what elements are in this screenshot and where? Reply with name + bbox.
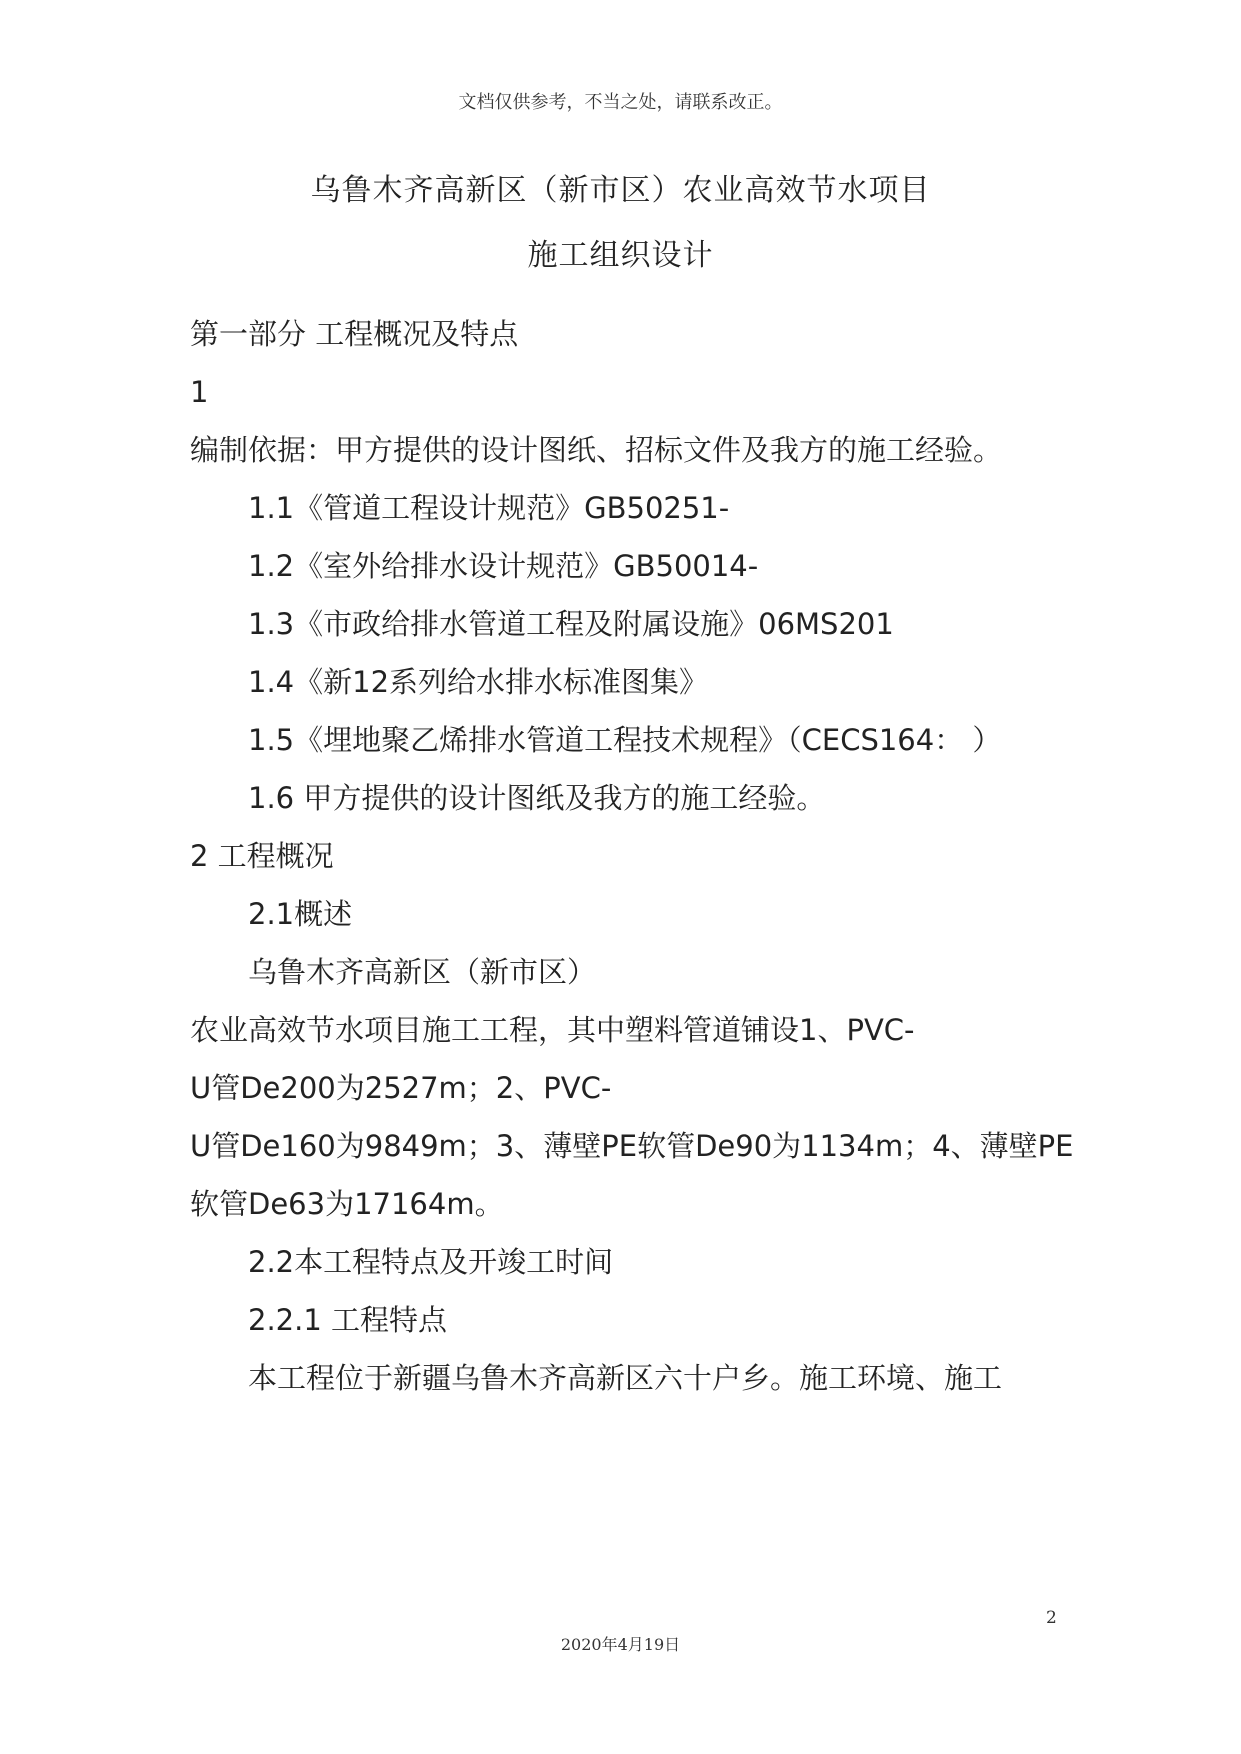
basis-item: 1.3《市政给排水管道工程及附属设施》06MS201 [248, 607, 894, 641]
page-number: 2 [1046, 1608, 1057, 1628]
part-heading: 第一部分 工程概况及特点 [190, 317, 519, 351]
overview-line: 软管De63为17164m。 [190, 1187, 504, 1221]
basis-item: 1.2《室外给排水设计规范》GB50014- [248, 549, 759, 583]
basis-item: 1.4《新12系列给水排水标准图集》 [248, 665, 709, 699]
footer-date: 2020年4月19日 [560, 1635, 681, 1654]
overview-line: U管De160为9849m；3、薄壁PE软管De90为1134m；4、薄壁PE [190, 1129, 1074, 1163]
section-number: 1 [190, 375, 209, 409]
feature-paragraph: 本工程位于新疆乌鲁木齐高新区六十户乡。施工环境、施工 [248, 1361, 1003, 1395]
basis-paragraph: 编制依据：甲方提供的设计图纸、招标文件及我方的施工经验。 [190, 433, 1003, 467]
subsection-heading: 2.2本工程特点及开竣工时间 [248, 1245, 614, 1279]
overview-line: 农业高效节水项目施工工程，其中塑料管道铺设1、PVC- [190, 1013, 915, 1047]
subsection-heading: 2.2.1 工程特点 [248, 1303, 448, 1337]
basis-item: 1.5《埋地聚乙烯排水管道工程技术规程》（CECS164： ） [248, 723, 1002, 757]
document-title: 乌鲁木齐高新区（新市区）农业高效节水项目 [310, 173, 931, 208]
section-heading: 2 工程概况 [190, 839, 334, 873]
header-note: 文档仅供参考，不当之处，请联系改正。 [458, 92, 783, 113]
overview-line: U管De200为2527m；2、PVC- [190, 1071, 612, 1105]
subsection-heading: 2.1概述 [248, 897, 353, 931]
basis-item: 1.6 甲方提供的设计图纸及我方的施工经验。 [248, 781, 826, 815]
basis-item: 1.1《管道工程设计规范》GB50251- [248, 491, 730, 525]
overview-lead: 乌鲁木齐高新区（新市区） [248, 955, 597, 989]
document-subtitle: 施工组织设计 [527, 238, 714, 273]
